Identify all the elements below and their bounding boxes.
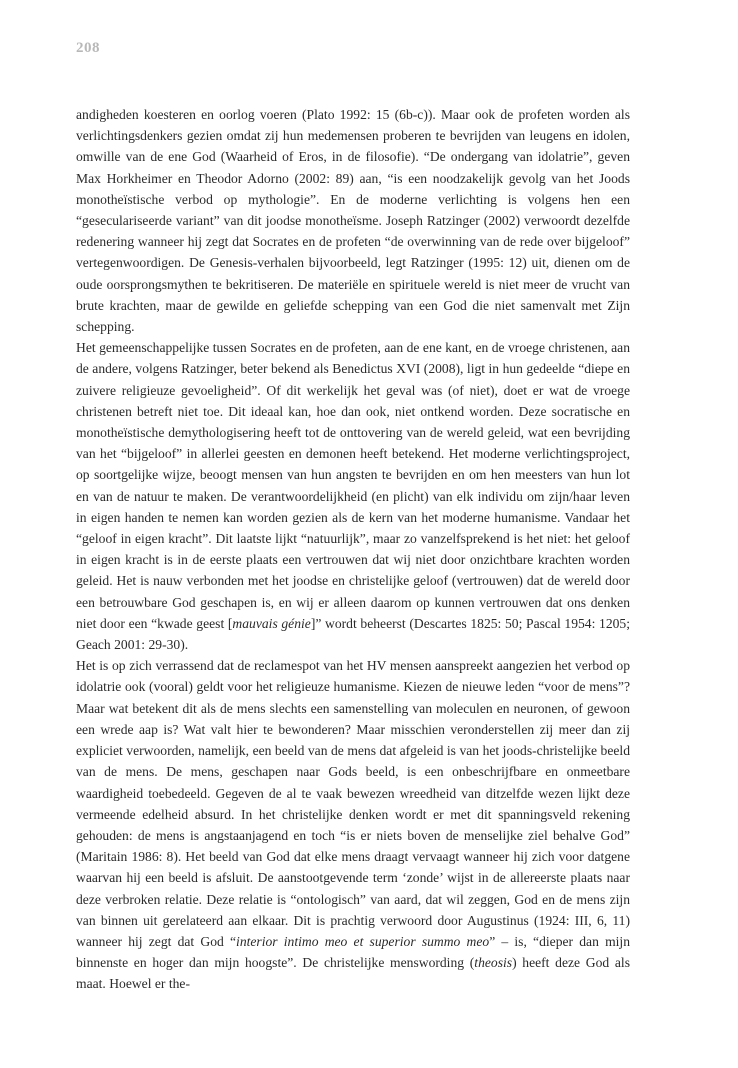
paragraph-2-italic-term: mauvais génie	[232, 615, 311, 631]
paragraph-2-text-b: ]” wordt beheerst (Descartes 1825: 50; Pascal 1954: 1205; Geach 2001: 29-30).	[76, 615, 630, 653]
paragraph-2-text-a: Het gemeenschappelijke tussen Socrates en de profeten, aan de ene kant, en de vroege christenen, aan de andere, volgens Ratzinger, beter bekend als Benedictus XVI (2008), ligt in hun gedeelde “diepe en zuivere religieuze gevoeligheid”. Of dit werkelijk het geval was (of niet), doet er wat de vroege christenen betreft niet toe. Dit ideaal kan, hoe dan ook, niet ontkend worden. Deze socratische en monotheïstische demythologisering heeft tot de onttovering van de wereld geleid, wat een bevrijding van het “bijgeloof” in allerlei geesten en demonen heeft betekend. Het moderne verlichtingsproject, op soortgelijke wijze, beoogt mensen van hun angsten te bevrijden en om hen meesters van hun lot en van de natuur te maken. De verantwoordelijkheid (en plicht) van elk individu om zijn/haar leven in eigen handen te nemen kan worden gezien als de kern van het moderne humanisme. Vandaar het “geloof in eigen kracht”. Dit laatste lijkt “natuurlijk”, maar zo vanzelfsprekend is het niet: het geloof in eigen kracht is in de eerste plaats een vertrouwen dat wij niet door onzichtbare krachten worden geleid. Het is nauw verbonden met het joodse en christelijke geloof (vertrouwen) dat de wereld door een betrouwbare God geschapen is, en wij er alleen daarom op kunnen vertrouwen dat ons denken niet door een “kwade geest [	[76, 340, 630, 631]
body-text	[76, 104, 630, 995]
paragraph-3-text-b: ” – is, “dieper dan mijn binnenste en hoger dan mijn hoogste”. De christelijke menswording (	[76, 933, 630, 971]
paragraph-3-text-c: ) heeft deze God als maat. Hoewel er the-	[76, 955, 630, 992]
paragraph-3-latin-quote: interior intimo meo et superior summo meo	[236, 933, 490, 949]
paragraph-3	[76, 655, 630, 994]
paragraph-3-italic-term: theosis	[474, 955, 513, 971]
page-number: 208	[76, 40, 100, 56]
paragraph-2	[76, 337, 630, 655]
paragraph-1-text: andigheden koesteren en oorlog voeren (Plato 1992: 15 (6b-c)). Maar ook de profeten worden als verlichtingsdenkers gezien omdat zij hun medemensen proberen te bevrijden van leugens en idolen, omwille van de ene God (Waarheid of Eros, in de filosofie). “De ondergang van idolatrie”, geven Max Horkheimer en Theodor Adorno (2002: 89) aan, “is een noodzakelijk gevolg van het Joods monotheïstische verbod op mythologie”. En de moderne verlichting is volgens hen een “geseculariseerde variant” van dit joodse monotheïsme. Joseph Ratzinger (2002) verwoordt dezelfde redenering wanneer hij zegt dat Socrates en de profeten “de overwinning van de rede over bijgeloof” vertegenwoordigen. De Genesis-verhalen bijvoorbeeld, legt Ratzinger (1995: 12) uit, dienen om de oude oorsprongsmythen te bekritiseren. De materiële en spirituele wereld is niet meer de vrucht van brute krachten, maar de gewilde en geliefde schepping van een God die niet samenvalt met Zijn schepping.	[76, 107, 630, 335]
paragraph-3-text-a: Het is op zich verrassend dat de reclamespot van het HV mensen aanspreekt aangezien het verbod op idolatrie ook (vooral) geldt voor het religieuze humanisme. Kiezen de nieuwe leden “voor de mens”? Maar wat betekent dit als de mens slechts een samenstelling van moleculen en neuronen, of gewoon een wrede aap is? Wat valt hier te bewonderen? Maar misschien veronderstellen zij meer dan zij expliciet verwoorden, namelijk, een beeld van de mens dat afgeleid is van het joods-christelijke beeld van de mens. De mens, geschapen naar Gods beeld, is een onbeschrijfbare en onmeetbare waardigheid toebedeeld. Gegeven de al te vaak bewezen wreedheid van ditzelfde wezen lijkt deze vermeende edelheid absurd. In het christelijke denken wordt er met dit spanningsveld rekening gehouden: de mens is angstaanjagend en toch “is er niets boven de menselijke ziel behalve God” (Maritain 1986: 8). Het beeld van God dat elke mens draagt vervaagt wanneer hij zich voor datgene waarvan hij een beeld is afsluit. De aanstootgevende term ‘zonde’ wijst in de allereerste plaats naar deze verbroken relatie. Deze relatie is “ontologisch” van aard, dat wil zeggen, God en de mens zijn van binnen uit gerelateerd aan elkaar. Dit is prachtig verwoord door Augustinus (1924: III, 6, 11) wanneer hij zegt dat God “	[76, 658, 630, 949]
paragraph-1	[76, 104, 630, 337]
